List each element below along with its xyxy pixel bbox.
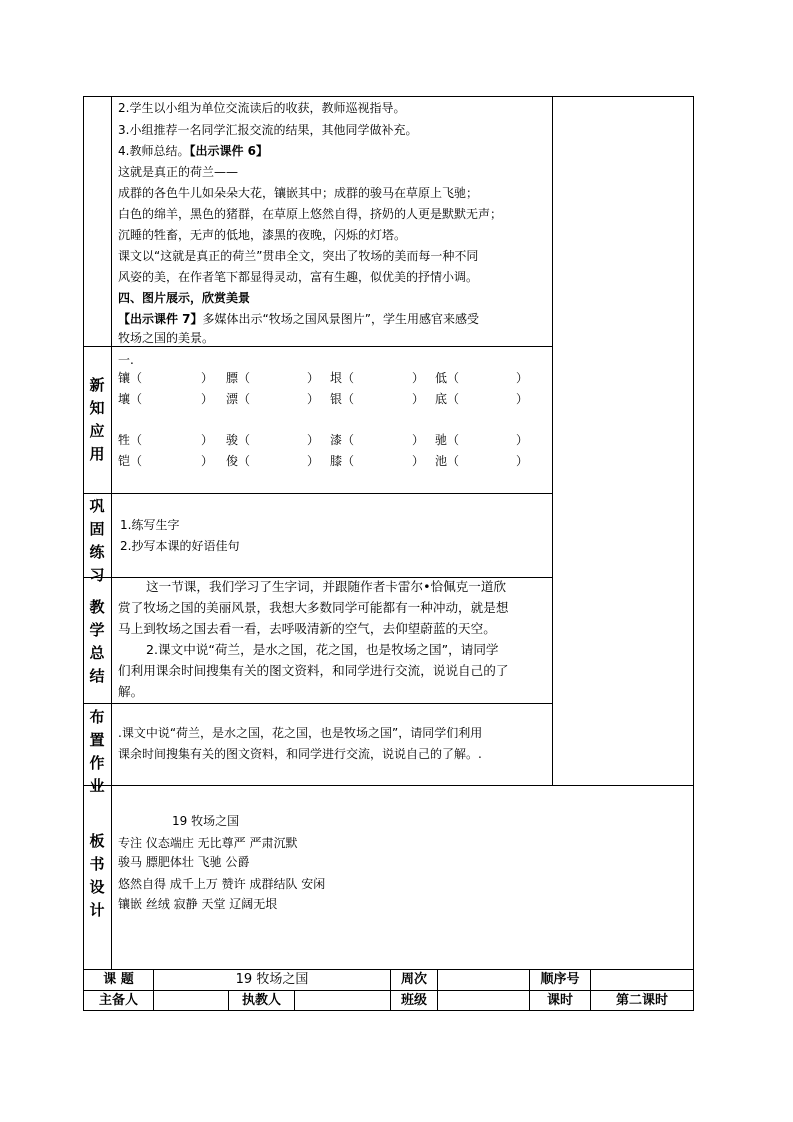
process-line-8: 课文以“这就是真正的荷兰”贯串全文，突出了牧场的美而每一种不同 (118, 249, 479, 263)
banshu-title: 19 牧场之国 (172, 814, 240, 828)
banshu-line-4: 镶嵌 丝绒 寂静 天堂 辽阔无垠 (118, 897, 278, 911)
shunxu-label: 顺序号 (540, 972, 580, 987)
char-chipond-close: ） (516, 454, 529, 468)
process-line-3 (118, 141, 268, 161)
xinzhi-heading: 一. (118, 353, 134, 367)
process-line-11-text: 多媒体出示“牧场之国风景图片”，学生用感官来感受 (202, 312, 479, 326)
zongjie-line-4: 2.课文中说“荷兰，是水之国，花之国，也是牧场之国”，请同学 (146, 642, 499, 657)
banji-label: 班级 (400, 993, 427, 1008)
courseware-6-tag: 【出示课件 6】 (189, 144, 268, 158)
courseware-7-tag: 【出示课件 7】 (118, 312, 203, 326)
process-line-11 (118, 309, 479, 329)
char-qi-close: ） (412, 433, 425, 447)
zhijiao-label: 执教人 (241, 993, 281, 1008)
char-junhandsome-open: 俊（ (226, 454, 251, 468)
section-label-banshu-text: 板书设计 (89, 832, 105, 919)
banshu-line-2: 骏马 膘肥体壮 飞驰 公爵 (118, 855, 250, 869)
section-label-banshu (86, 830, 108, 922)
zongjie-line-6: 解。 (118, 684, 144, 699)
process-line-7: 沉睡的牲畜，无声的低地，漆黑的夜晚，闪烁的灯塔。 (118, 228, 407, 242)
section-label-zongjie (86, 596, 108, 688)
gonggu-item-2: 2.抄写本课的好语佳句 (120, 539, 240, 553)
char-sheng-open: 牲（ (118, 433, 143, 447)
char-rang-open: 壤（ (118, 392, 143, 406)
section-label-xinzhi-text: 新知应用 (89, 376, 105, 463)
char-chipond-open: 池（ (435, 454, 460, 468)
process-line-3-text: 4.教师总结。 (118, 144, 190, 158)
char-qi-open: 漆（ (330, 433, 355, 447)
char-yin-close: ） (412, 371, 425, 385)
section-label-zuoye (86, 706, 108, 798)
char-dibottom-open: 底（ (435, 392, 460, 406)
char-di-open: 低（ (435, 371, 460, 385)
zuoye-line-1: .课文中说“荷兰，是水之国，花之国，也是牧场之国”，请同学们利用 (118, 726, 483, 740)
char-yinsilver-open: 银（ (330, 392, 355, 406)
process-line-1: 2.学生以小组为单位交流读后的收获，教师巡视指导。 (118, 101, 406, 115)
zhubei-label: 主备人 (98, 993, 138, 1008)
keti-label: 课 题 (103, 972, 134, 987)
process-line-9: 风姿的美，在作者笔下都显得灵动，富有生趣，似优美的抒情小调。 (118, 270, 479, 284)
banshu-line-1: 专注 仪态端庄 无比尊严 严肃沉默 (118, 836, 298, 850)
zongjie-line-5: 们利用课余时间搜集有关的图文资料，和同学进行交流，说说自己的了 (118, 663, 509, 678)
process-heading-4: 四、图片展示，欣赏美景 (118, 291, 251, 305)
process-line-6: 白色的绵羊，黑色的猪群，在草原上悠然自得，挤奶的人更是默默无声； (118, 207, 503, 221)
keshi-value: 第二课时 (615, 993, 668, 1008)
char-piao-close: ） (307, 392, 320, 406)
gonggu-item-1: 1.练写生字 (120, 518, 180, 532)
char-xi-open: 膝（ (330, 454, 355, 468)
zuoye-line-2: 课余时间搜集有关的图文资料，和同学进行交流，说说自己的了解。. (118, 747, 482, 761)
section-label-gonggu (86, 495, 108, 587)
char-sheng-close: ） (201, 433, 214, 447)
section-label-gonggu-text: 巩固练习 (89, 497, 105, 584)
char-dibottom-close: ） (516, 392, 529, 406)
char-xiang-open: 镶（ (118, 371, 143, 385)
char-xi-close: ） (412, 454, 425, 468)
keti-value: 19 牧场之国 (235, 972, 309, 987)
char-kai-close: ） (201, 454, 214, 468)
section-label-xinzhi (86, 374, 108, 466)
process-line-5: 成群的各色牛儿如朵朵大花，镶嵌其中；成群的骏马在草原上飞驰； (118, 186, 479, 200)
char-xiang-close: ） (201, 371, 214, 385)
keshi-label: 课时 (546, 993, 573, 1008)
process-line-4: 这就是真正的荷兰—— (118, 165, 239, 179)
zhouci-label: 周次 (400, 972, 427, 987)
process-line-2: 3.小组推荐一名同学汇报交流的结果，其他同学做补充。 (118, 123, 418, 137)
char-junhandsome-close: ） (307, 454, 320, 468)
char-piao-open: 漂（ (226, 392, 251, 406)
section-label-zongjie-text: 教学总结 (89, 598, 105, 685)
char-biao-open: 膘（ (226, 371, 251, 385)
zongjie-line-1: 这一节课，我们学习了生字词，并跟随作者卡雷尔•恰佩克一道欣 (146, 579, 507, 594)
zongjie-line-2: 赏了牧场之国的美丽风景，我想大多数同学可能都有一种冲动，就是想 (118, 600, 509, 615)
zongjie-line-3: 马上到牧场之国去看一看，去呼吸清新的空气，去仰望蔚蓝的天空。 (118, 621, 496, 636)
char-yinsilver-close: ） (412, 392, 425, 406)
banshu-line-3: 悠然自得 成千上万 赞许 成群结队 安闲 (118, 877, 326, 891)
char-kai-open: 铠（ (118, 454, 143, 468)
section-label-zuoye-text: 布置作业 (89, 708, 105, 795)
char-rang-close: ） (201, 392, 214, 406)
char-biao-close: ） (307, 371, 320, 385)
char-chi-close: ） (516, 433, 529, 447)
char-chi-open: 驰（ (435, 433, 460, 447)
char-di-close: ） (516, 371, 529, 385)
char-yin-open: 垠（ (330, 371, 355, 385)
process-line-12: 牧场之国的美景。 (118, 331, 215, 345)
char-jun-open: 骏（ (226, 433, 251, 447)
char-jun-close: ） (307, 433, 320, 447)
